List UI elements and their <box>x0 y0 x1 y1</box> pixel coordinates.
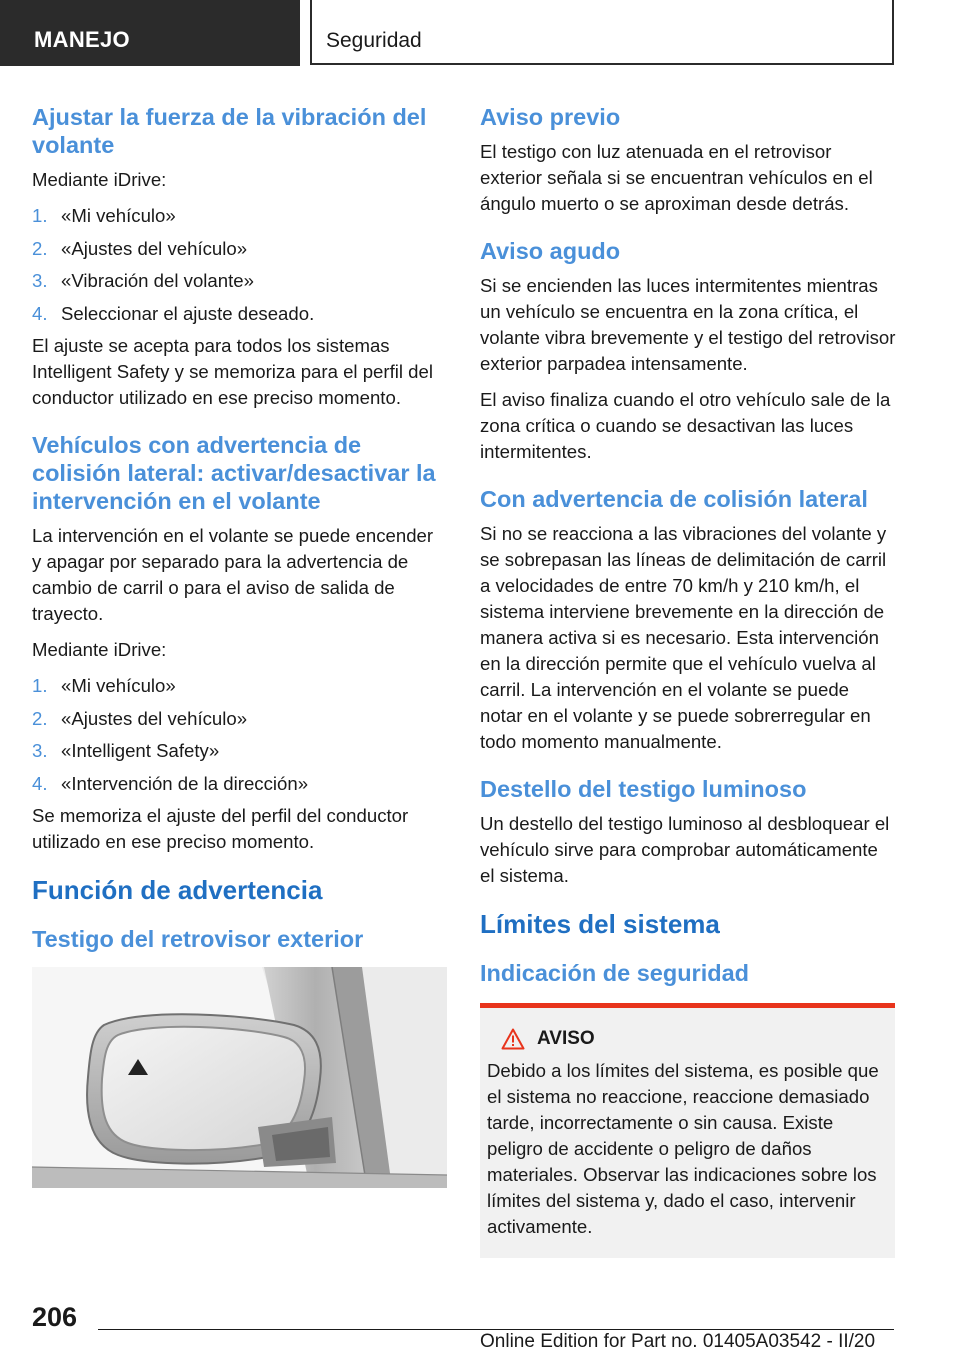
mirror-illustration <box>32 967 447 1188</box>
steps-list-vibration <box>32 203 447 327</box>
steps-list-intervention <box>32 673 447 797</box>
list-item: 2. «Ajustes del vehículo» <box>32 237 248 259</box>
heading-safety-note: Indicación de seguridad <box>480 960 749 986</box>
warning-text: Debido a los límites del sistema, es posible que el sistema no reaccione, reaccione demasiado tarde, incorrectamente o sin causa. Existe peligro de accidente o peligro de daños materiales. Observar las indicaciones sobre los límites del sistema y, dado el caso, intervenir activamente. <box>487 1060 879 1237</box>
list-item: 4. Seleccionar el ajuste deseado. <box>32 302 315 324</box>
side-mirror-image <box>32 967 447 1188</box>
heading-flash: Destello del testigo luminoso <box>480 776 807 802</box>
paragraph-vibration: El ajuste se acepta para todos los sistemas Intelligent Safety y se memoriza para el perfil del conductor utilizado en ese preciso momento. <box>32 335 433 408</box>
heading-side-collision: Vehículos con advertencia de colisión lateral: activar/desactivar la intervención en el volante <box>32 432 436 514</box>
paragraph-flash: Un destello del testigo luminoso al desbloquear el vehículo sirve para comprobar automáticamente el sistema. <box>480 813 890 886</box>
list-item: 1. «Mi vehículo» <box>32 205 176 226</box>
section-tab: MANEJO <box>0 0 300 66</box>
footer-rule <box>98 1329 894 1330</box>
paragraph-with-side-collision: Si no se reacciona a las vibraciones del volante y se sobrepasan las líneas de delimitación de carril a velocidades de entre 70 km/h y 210 km/h, el sistema interviene brevemente en la dirección de manera activa si es necesario. Esta intervención en la dirección permite que el vehículo vuelva al carril. La intervención en el volante se puede notar en el volante y se puede sobrerregular en todo momento manualmente. <box>480 523 887 752</box>
warning-header <box>501 1028 886 1050</box>
header-end-divider <box>892 0 894 65</box>
warning-box <box>480 1003 895 1258</box>
page-header <box>0 0 960 66</box>
header-divider <box>310 0 312 64</box>
edition-text: Online Edition for Part no. 01405A03542 - II/20 <box>480 1331 876 1352</box>
heading-warning-function: Función de advertencia <box>32 875 323 905</box>
list-item: 1. «Mi vehículo» <box>32 675 176 696</box>
paragraph-acute-2: El aviso finaliza cuando el otro vehículo sale de la zona crítica o cuando se desactivan las luces intermitentes. <box>480 389 891 462</box>
via-idrive-text-2: Mediante iDrive: <box>32 639 167 660</box>
list-item: 4. «Intervención de la dirección» <box>32 772 309 794</box>
chapter-title: Seguridad <box>326 29 422 52</box>
heading-acute-warning: Aviso agudo <box>480 238 621 264</box>
header-underline <box>310 63 894 65</box>
heading-pre-warning: Aviso previo <box>480 104 621 130</box>
paragraph-side-collision: La intervención en el volante se puede encender y apagar por separado para la advertencia de cambio de carril o para el aviso de salida de trayecto. <box>32 525 434 624</box>
list-item: 2. «Ajustes del vehículo» <box>32 707 248 729</box>
page-number: 206 <box>32 1302 78 1332</box>
heading-with-side-collision: Con advertencia de colisión lateral <box>480 486 868 512</box>
heading-system-limits: Límites del sistema <box>480 909 720 939</box>
paragraph-profile: Se memoriza el ajuste del perfil del conductor utilizado en ese preciso momento. <box>32 805 409 852</box>
paragraph-acute-1: Si se encienden las luces intermitentes mientras un vehículo se encuentra en la zona crítica, el volante vibra brevemente y el testigo del retrovisor exterior parpadea intensamente. <box>480 275 896 374</box>
warning-triangle-icon <box>501 1028 525 1050</box>
list-item: 3. «Intelligent Safety» <box>32 740 220 761</box>
via-idrive-text: Mediante iDrive: <box>32 169 167 190</box>
heading-mirror-indicator: Testigo del retrovisor exterior <box>32 926 364 952</box>
list-item: 3. «Vibración del volante» <box>32 270 254 291</box>
right-column <box>480 103 896 1258</box>
warning-label: AVISO <box>537 1028 595 1049</box>
heading-vibration-strength: Ajustar la fuerza de la vibración del volante <box>32 104 427 158</box>
paragraph-pre-warning: El testigo con luz atenuada en el retrovisor exterior señala si se encuentran vehículos en el ángulo muerto o se aproximan desde detrás. <box>480 141 873 214</box>
left-column <box>32 103 447 1188</box>
